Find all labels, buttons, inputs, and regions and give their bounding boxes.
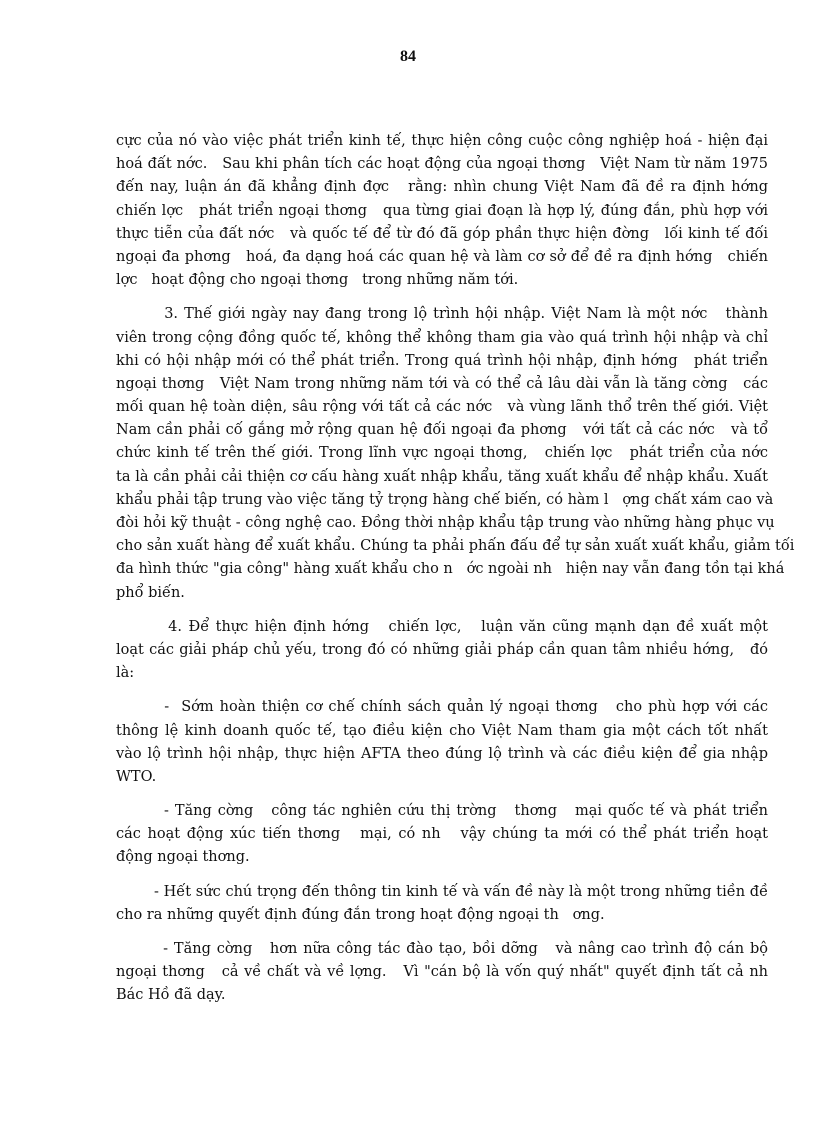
body-text	[116, 130, 795, 1008]
text-line: mối quan hệ toàn diện, sâu rộng với tất cả các nớc và vùng lãnh thổ trên thế giới. Việt	[116, 399, 768, 416]
text-line: 4. Để thực hiện định hớng chiến lợc, luận văn cũng mạnh dạn đề xuất một	[116, 618, 768, 635]
paragraph-conclusion-4	[116, 616, 768, 686]
text-line: cực của nó vào việc phát triển kinh tế, thực hiện công cuộc công nghiệp hoá - hiện đại	[116, 133, 768, 149]
page-number: 84	[400, 48, 416, 65]
text-line: phổ biến.	[116, 584, 185, 601]
text-line: - Tăng cờng hơn nữa công tác đào tạo, bồi dỡng và nâng cao trình độ cán bộ	[116, 941, 768, 957]
text-line: viên trong cộng đồng quốc tế, không thể không tham gia vào quá trình hội nhập và chỉ	[116, 329, 768, 346]
text-line: thực tiễn của đất nớc và quốc tế để từ đó đã góp phần thực hiện đờng lối kinh tế đối	[116, 225, 768, 242]
text-line: chức kinh tế trên thế giới. Trong lĩnh vực ngoại thơng, chiến lợc phát triển của nớc	[116, 445, 768, 462]
bullet-market-research	[116, 800, 768, 870]
text-line: khẩu phải tập trung vào việc tăng tỷ trọng hàng chế biến, có hàm l ợng chất xám cao và	[116, 491, 774, 508]
text-line: - Sớm hoàn thiện cơ chế chính sách quản lý ngoại thơng cho phù hợp với các	[116, 699, 768, 716]
text-line: ngoại thơng cả về chất và về lợng. Vì "cán bộ là vốn quý nhất" quyết định tất cả nh	[116, 964, 768, 981]
paragraph-conclusion-2-end	[116, 130, 768, 292]
text-line: ngoại đa phơng hoá, đa dạng hoá các quan hệ và làm cơ sở để đề ra định hớng chiến	[116, 248, 768, 265]
text-line: cho sản xuất hàng để xuất khẩu. Chúng ta phải phấn đấu để tự sản xuất xuất khẩu, giảm tối	[116, 538, 795, 555]
paragraph-conclusion-3	[116, 303, 795, 604]
text-line: khi có hội nhập mới có thể phát triển. Trong quá trình hội nhập, định hớng phát triển	[116, 352, 768, 369]
text-line: hoá đất nớc. Sau khi phân tích các hoạt động của ngoại thơng Việt Nam từ năm 1975	[116, 156, 768, 173]
text-line: chiến lợc phát triển ngoại thơng qua từng giai đoạn là hợp lý, đúng đắn, phù hợp với	[116, 202, 768, 219]
text-line: lợc hoạt động cho ngoại thơng trong những năm tới.	[116, 272, 519, 289]
text-line: các hoạt động xúc tiến thơng mại, có nh vậy chúng ta mới có thể phát triển hoạt	[116, 826, 768, 843]
text-line: - Tăng cờng công tác nghiên cứu thị trờng thơng mại quốc tế và phát triển	[116, 803, 768, 820]
text-line: - Hết sức chú trọng đến thông tin kinh tế và vấn đề này là một trong những tiền đề	[116, 883, 768, 900]
text-line: Bác Hồ đã dạy.	[116, 987, 226, 1004]
text-line: đến nay, luận án đã khẳng định đợc rằng: nhìn chung Việt Nam đã đề ra định hớng	[116, 179, 768, 196]
text-line: vào lộ trình hội nhập, thực hiện AFTA theo đúng lộ trình và các điều kiện để gia nhập	[116, 745, 768, 762]
text-line: Nam cần phải cố gắng mở rộng quan hệ đối ngoại đa phơng với tất cả các nớc và tổ	[116, 422, 768, 439]
text-line: đòi hỏi kỹ thuật - công nghệ cao. Đồng thời nhập khẩu tập trung vào những hàng phục vụ	[116, 515, 775, 531]
text-line: đa hình thức "gia công" hàng xuất khẩu cho n ớc ngoài nh hiện nay vẫn đang tồn tại khá	[116, 561, 785, 578]
bullet-policy-mechanism	[116, 696, 768, 789]
text-line: là:	[116, 665, 135, 682]
text-line: ngoại thơng Việt Nam trong những năm tới và có thể cả lâu dài vẫn là tăng cờng các	[116, 375, 768, 392]
text-line: 3. Thế giới ngày nay đang trong lộ trình hội nhập. Việt Nam là một nớc thành	[116, 306, 768, 323]
text-line: cho ra những quyết định đúng đắn trong hoạt động ngoại th ơng.	[116, 906, 605, 923]
text-line: thông lệ kinh doanh quốc tế, tạo điều kiện cho Việt Nam tham gia một cách tốt nhất	[116, 722, 768, 739]
text-line: động ngoại thơng.	[116, 849, 250, 866]
bullet-economic-information	[116, 881, 768, 927]
text-line: WTO.	[116, 768, 157, 785]
text-line: ta là cần phải cải thiện cơ cấu hàng xuất nhập khẩu, tăng xuất khẩu để nhập khẩu. Xuất	[116, 468, 768, 485]
text-line: loạt các giải pháp chủ yếu, trong đó có những giải pháp cần quan tâm nhiều hớng, đó	[116, 641, 768, 658]
bullet-staff-training	[116, 938, 768, 1008]
